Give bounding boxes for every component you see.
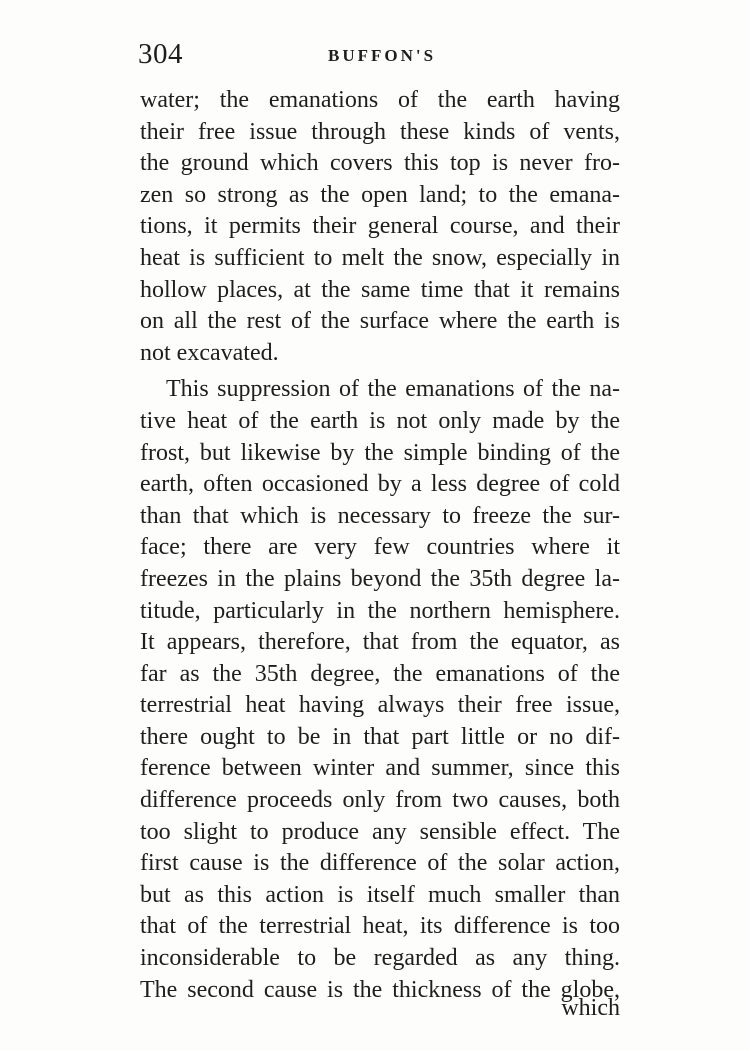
text-line: on all the rest of the surface where the earth is bbox=[140, 308, 620, 335]
running-head: BUFFON'S bbox=[328, 46, 437, 65]
text-line: hollow places, at the same time that it remains bbox=[140, 276, 620, 303]
text-line: inconsiderable to be regarded as any thing. bbox=[140, 945, 620, 972]
text-line: water; the emanations of the earth having bbox=[140, 87, 620, 113]
text-line: too slight to produce any sensible effect. The bbox=[140, 818, 620, 845]
paragraph-1 bbox=[140, 85, 620, 369]
text-line: tive heat of the earth is not only made by the bbox=[140, 407, 620, 434]
catchword: which bbox=[561, 995, 620, 1021]
text-line: face; there are very few countries where it bbox=[140, 534, 620, 561]
text-line: not excavated. bbox=[140, 339, 279, 366]
text-line: zen so strong as the open land; to the emana- bbox=[140, 181, 620, 208]
text-line: frost, but likewise by the simple binding of the bbox=[140, 439, 620, 466]
page-header bbox=[138, 38, 616, 74]
text-line: tions, it permits their general course, and their bbox=[140, 213, 620, 240]
text-line: but as this action is itself much smaller than bbox=[140, 881, 620, 908]
text-line: earth, often occasioned by a less degree of cold bbox=[140, 471, 620, 498]
text-line: The second cause is the thickness of the globe, bbox=[140, 976, 620, 1003]
text-line: ference between winter and summer, since this bbox=[140, 755, 620, 782]
text-line: first cause is the difference of the solar action, bbox=[140, 850, 620, 877]
text-line: It appears, therefore, that from the equator, as bbox=[140, 629, 620, 656]
text-line: titude, particularly in the northern hemisphere. bbox=[140, 597, 620, 624]
text-line: their free issue through these kinds of vents, bbox=[140, 118, 620, 145]
paragraph-2 bbox=[140, 374, 620, 1006]
text-line: terrestrial heat having always their free issue, bbox=[140, 692, 620, 719]
text-line: far as the 35th degree, the emanations of the bbox=[140, 660, 620, 687]
text-line: This suppression of the emanations of the na- bbox=[166, 376, 620, 403]
text-line: difference proceeds only from two causes, both bbox=[140, 787, 620, 814]
page-number: 304 bbox=[138, 38, 183, 70]
body-text bbox=[140, 85, 620, 1006]
text-line: heat is sufficient to melt the snow, especially in bbox=[140, 244, 620, 271]
text-line: there ought to be in that part little or no dif- bbox=[140, 723, 620, 750]
text-line: freezes in the plains beyond the 35th degree la- bbox=[140, 565, 620, 592]
text-line: than that which is necessary to freeze the sur- bbox=[140, 502, 620, 529]
text-line: that of the terrestrial heat, its difference is too bbox=[140, 913, 620, 940]
text-line: the ground which covers this top is never fro- bbox=[140, 150, 620, 177]
